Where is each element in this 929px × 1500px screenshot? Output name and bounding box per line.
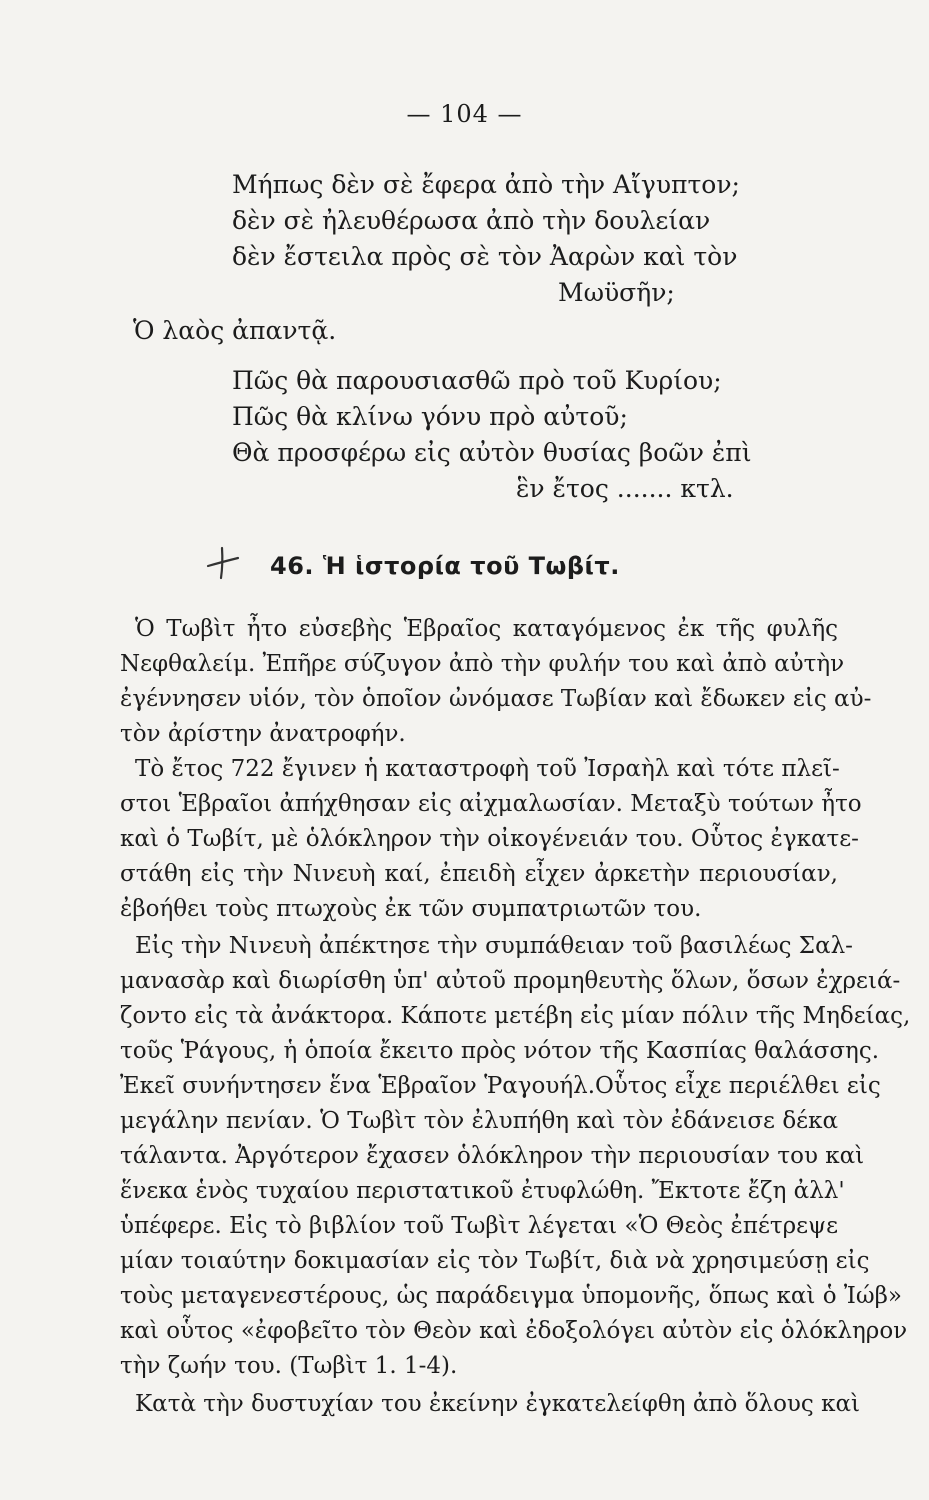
response-line-1: Πῶς θὰ παρουσιασθῶ πρὸ τοῦ Κυρίου;	[232, 366, 722, 395]
body-line-3: ἐγέννησεν υἱόν, τὸν ὁποῖον ὠνόμασε Τωβίαν καὶ ἔδωκεν εἰς αὐ-	[120, 686, 872, 712]
poem-line-2: δὲν σὲ ἠλευθέρωσα ἀπὸ τὴν δουλείαν	[232, 206, 711, 235]
body-line-14: Ἐκεῖ συνήντησεν ἕνα Ἑβραῖον Ῥαγουήλ.Οὗτος εἶχε περιέλθει εἰς	[120, 1073, 881, 1099]
body-line-1: Ὁ Τωβὶτ ἦτο εὐσεβὴς Ἑβραῖος καταγόμενος ἐκ τῆς φυλῆς	[135, 616, 838, 642]
body-line-15: μεγάλην πενίαν. Ὁ Τωβὶτ τὸν ἐλυπήθη καὶ τὸν ἐδάνεισε δέκα	[120, 1108, 838, 1134]
handwritten-cross-mark	[204, 544, 240, 580]
response-line-3: Θὰ προσφέρω εἰς αὐτὸν θυσίας βοῶν ἐπὶ	[232, 438, 752, 467]
body-line-5: Τὸ ἔτος 722 ἔγινεν ἡ καταστροφὴ τοῦ Ἰσραὴλ καὶ τότε πλεῖ-	[135, 756, 840, 782]
response-line-2: Πῶς θὰ κλίνω γόνυ πρὸ αὐτοῦ;	[232, 402, 628, 431]
body-line-21: καὶ οὗτος «ἐφοβεῖτο τὸν Θεὸν καὶ ἐδοξολόγει αὐτὸν εἰς ὁλόκληρον	[120, 1318, 908, 1344]
body-line-7: καὶ ὁ Τωβίτ, μὲ ὁλόκληρον τὴν οἰκογένειάν του. Οὗτος ἐγκατε-	[120, 826, 859, 852]
poem-line-4: Μωϋσῆν;	[558, 278, 675, 307]
poem-line-3: δὲν ἔστειλα πρὸς σὲ τὸν Ἀαρὼν καὶ τὸν	[232, 242, 738, 271]
body-line-10: Εἰς τὴν Νινευὴ ἀπέκτησε τὴν συμπάθειαν τοῦ βασιλέως Σαλ-	[135, 933, 853, 959]
speaker-line: Ὁ λαὸς ἀπαντᾷ.	[133, 316, 337, 345]
poem-line-1: Μήπως δὲν σὲ ἔφερα ἀπὸ τὴν Αἴγυπτον;	[232, 170, 740, 199]
body-line-12: ζοντο εἰς τὰ ἀνάκτορα. Κάποτε μετέβη εἰς μίαν πόλιν τῆς Μηδείας,	[120, 1003, 911, 1029]
body-line-22: τὴν ζωήν του. (Τωβὶτ 1. 1-4).	[120, 1353, 458, 1379]
body-line-18: ὑπέφερε. Εἰς τὸ βιβλίον τοῦ Τωβὶτ λέγεται «Ὁ Θεὸς ἐπέτρεψε	[120, 1213, 838, 1239]
section-heading: 46. Ἡ ἱστορία τοῦ Τωβίτ.	[270, 552, 620, 580]
body-line-6: στοι Ἑβραῖοι ἀπήχθησαν εἰς αἰχμαλωσίαν. Μεταξὺ τούτων ἦτο	[120, 791, 862, 817]
body-line-16: τάλαντα. Ἀργότερον ἔχασεν ὁλόκληρον τὴν περιουσίαν του καὶ	[120, 1143, 865, 1169]
body-line-17: ἕνεκα ἑνὸς τυχαίου περιστατικοῦ ἐτυφλώθη. Ἔκτοτε ἔζη ἀλλ'	[120, 1178, 845, 1204]
page-number: — 104 —	[406, 100, 523, 128]
body-line-8: στάθη εἰς τὴν Νινευὴ καί, ἐπειδὴ εἶχεν ἀρκετὴν περιουσίαν,	[120, 861, 838, 887]
body-line-2: Νεφθαλείμ. Ἐπῆρε σύζυγον ἀπὸ τὴν φυλήν του καὶ ἀπὸ αὐτὴν	[120, 651, 845, 677]
body-line-20: τοὺς μεταγενεστέρους, ὡς παράδειγμα ὑπομονῆς, ὅπως καὶ ὁ Ἰώβ»	[120, 1283, 902, 1309]
body-line-11: μανασὰρ καὶ διωρίσθη ὑπ' αὐτοῦ προμηθευτὴς ὅλων, ὅσων ἐχρειά-	[120, 968, 901, 994]
body-line-23: Κατὰ τὴν δυστυχίαν του ἐκείνην ἐγκατελείφθη ἀπὸ ὅλους καὶ	[135, 1391, 861, 1417]
body-line-4: τὸν ἀρίστην ἀνατροφήν.	[120, 721, 406, 747]
body-line-19: μίαν τοιαύτην δοκιμασίαν εἰς τὸν Τωβίτ, διὰ νὰ χρησιμεύσῃ εἰς	[120, 1248, 870, 1274]
response-line-4: ἓν ἔτος ....... κτλ.	[516, 474, 734, 503]
body-line-9: ἐβοήθει τοὺς πτωχοὺς ἐκ τῶν συμπατριωτῶν του.	[120, 896, 702, 922]
body-line-13: τοῦς Ῥάγους, ἡ ὁποία ἔκειτο πρὸς νότον τῆς Κασπίας θαλάσσης.	[120, 1038, 880, 1064]
